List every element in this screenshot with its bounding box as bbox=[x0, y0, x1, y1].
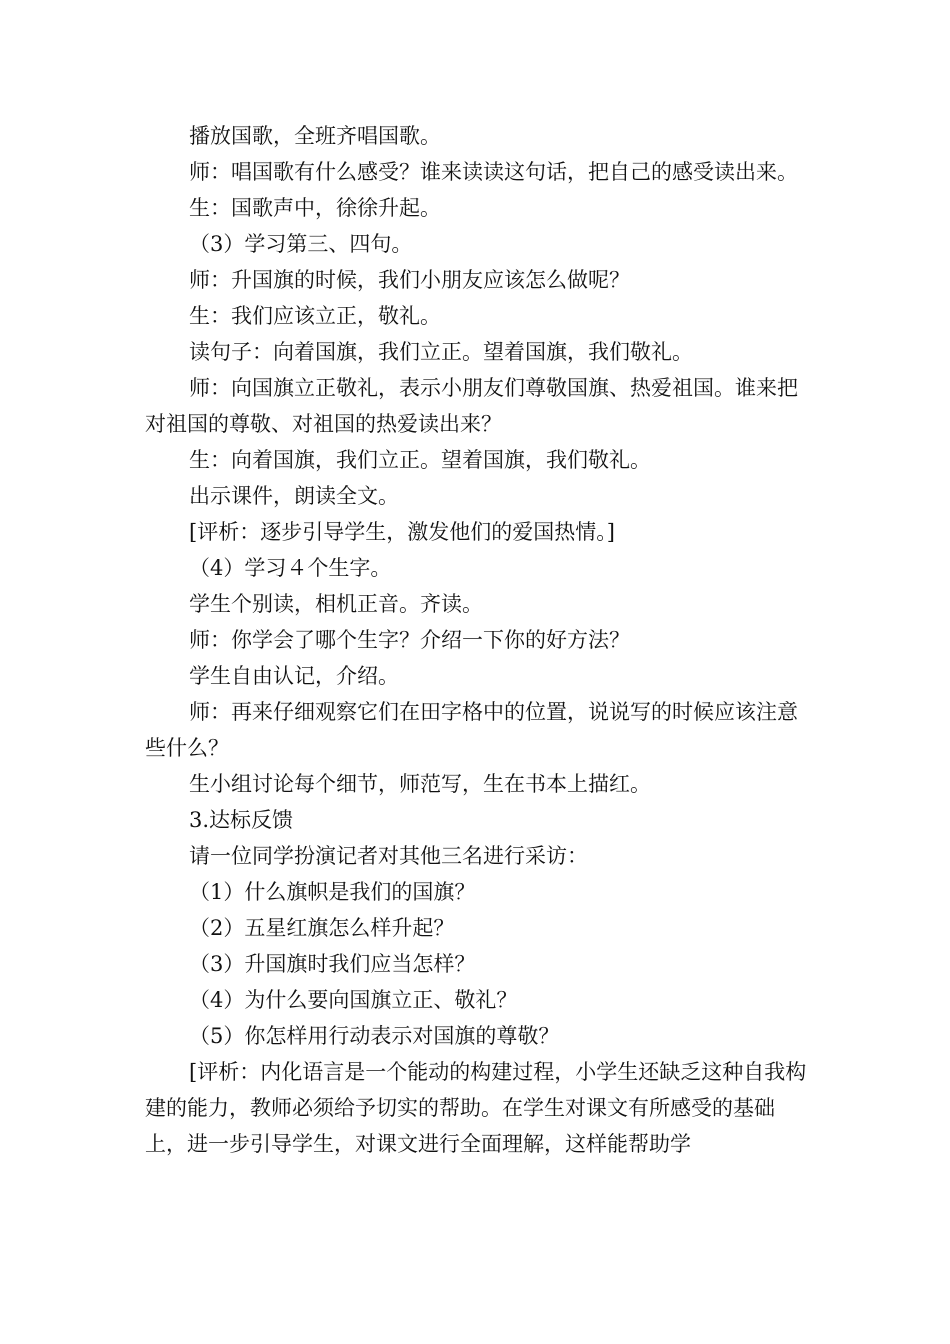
paragraph-teacher-question-feelings: 师：唱国歌有什么感受？谁来读读这句话，把自己的感受读出来。 bbox=[189, 160, 798, 184]
paragraph-teacher-flag-raising: 师：升国旗的时候，我们小朋友应该怎么做呢？ bbox=[189, 268, 630, 292]
list-item-question-3: （3）升国旗时我们应当怎样？ bbox=[189, 952, 476, 976]
list-item-question-2: （2）五星红旗怎么样升起？ bbox=[189, 916, 455, 940]
paragraph-teacher-which-character: 师：你学会了哪个生字？介绍一下你的好方法？ bbox=[189, 628, 630, 652]
paragraph-student-read: 生：向着国旗，我们立正。望着国旗，我们敬礼。 bbox=[189, 448, 651, 472]
paragraph-group-discussion: 生小组讨论每个细节，师范写，生在书本上描红。 bbox=[189, 772, 651, 796]
paragraph-comment-2: [评析：内化语言是一个能动的构建过程，小学生还缺乏这种自我构建的能力，教师必须给予切实的帮助。在学生对课文有所感受的基础上，进一步引导学生，对课文进行全面理解，这样能帮助学 bbox=[145, 1060, 807, 1156]
paragraph-teacher-respect: 师：向国旗立正敬礼，表示小朋友们尊敬国旗、热爱祖国。谁来把对祖国的尊敬、对祖国的热爱读出来？ bbox=[145, 376, 798, 436]
paragraph-free-recognition: 学生自由认记，介绍。 bbox=[189, 664, 399, 688]
paragraph-individual-reading: 学生个别读，相机正音。齐读。 bbox=[189, 592, 483, 616]
paragraph-comment-1: [评析：逐步引导学生，激发他们的爱国热情。] bbox=[189, 520, 615, 544]
paragraph-read-sentence: 读句子：向着国旗，我们立正。望着国旗，我们敬礼。 bbox=[189, 340, 693, 364]
list-item-question-5: （5）你怎样用行动表示对国旗的尊敬？ bbox=[189, 1024, 560, 1048]
paragraph-reporter-interview: 请一位同学扮演记者对其他三名进行采访： bbox=[189, 844, 588, 868]
document-body bbox=[145, 118, 815, 1162]
section-heading-feedback: 3.达标反馈 bbox=[189, 808, 294, 832]
paragraph-step-3: （3）学习第三、四句。 bbox=[189, 232, 413, 256]
paragraph-student-anthem-line: 生：国歌声中，徐徐升起。 bbox=[189, 196, 441, 220]
list-item-question-1: （1）什么旗帜是我们的国旗？ bbox=[189, 880, 476, 904]
paragraph-teacher-observe-grid: 师：再来仔细观察它们在田字格中的位置，说说写的时候应该注意些什么？ bbox=[145, 700, 798, 760]
paragraph-show-courseware: 出示课件，朗读全文。 bbox=[189, 484, 399, 508]
paragraph-step-4: （4）学习４个生字。 bbox=[189, 556, 392, 580]
list-item-question-4: （4）为什么要向国旗立正、敬礼？ bbox=[189, 988, 518, 1012]
paragraph-play-anthem: 播放国歌，全班齐唱国歌。 bbox=[189, 124, 441, 148]
paragraph-student-salute: 生：我们应该立正，敬礼。 bbox=[189, 304, 441, 328]
